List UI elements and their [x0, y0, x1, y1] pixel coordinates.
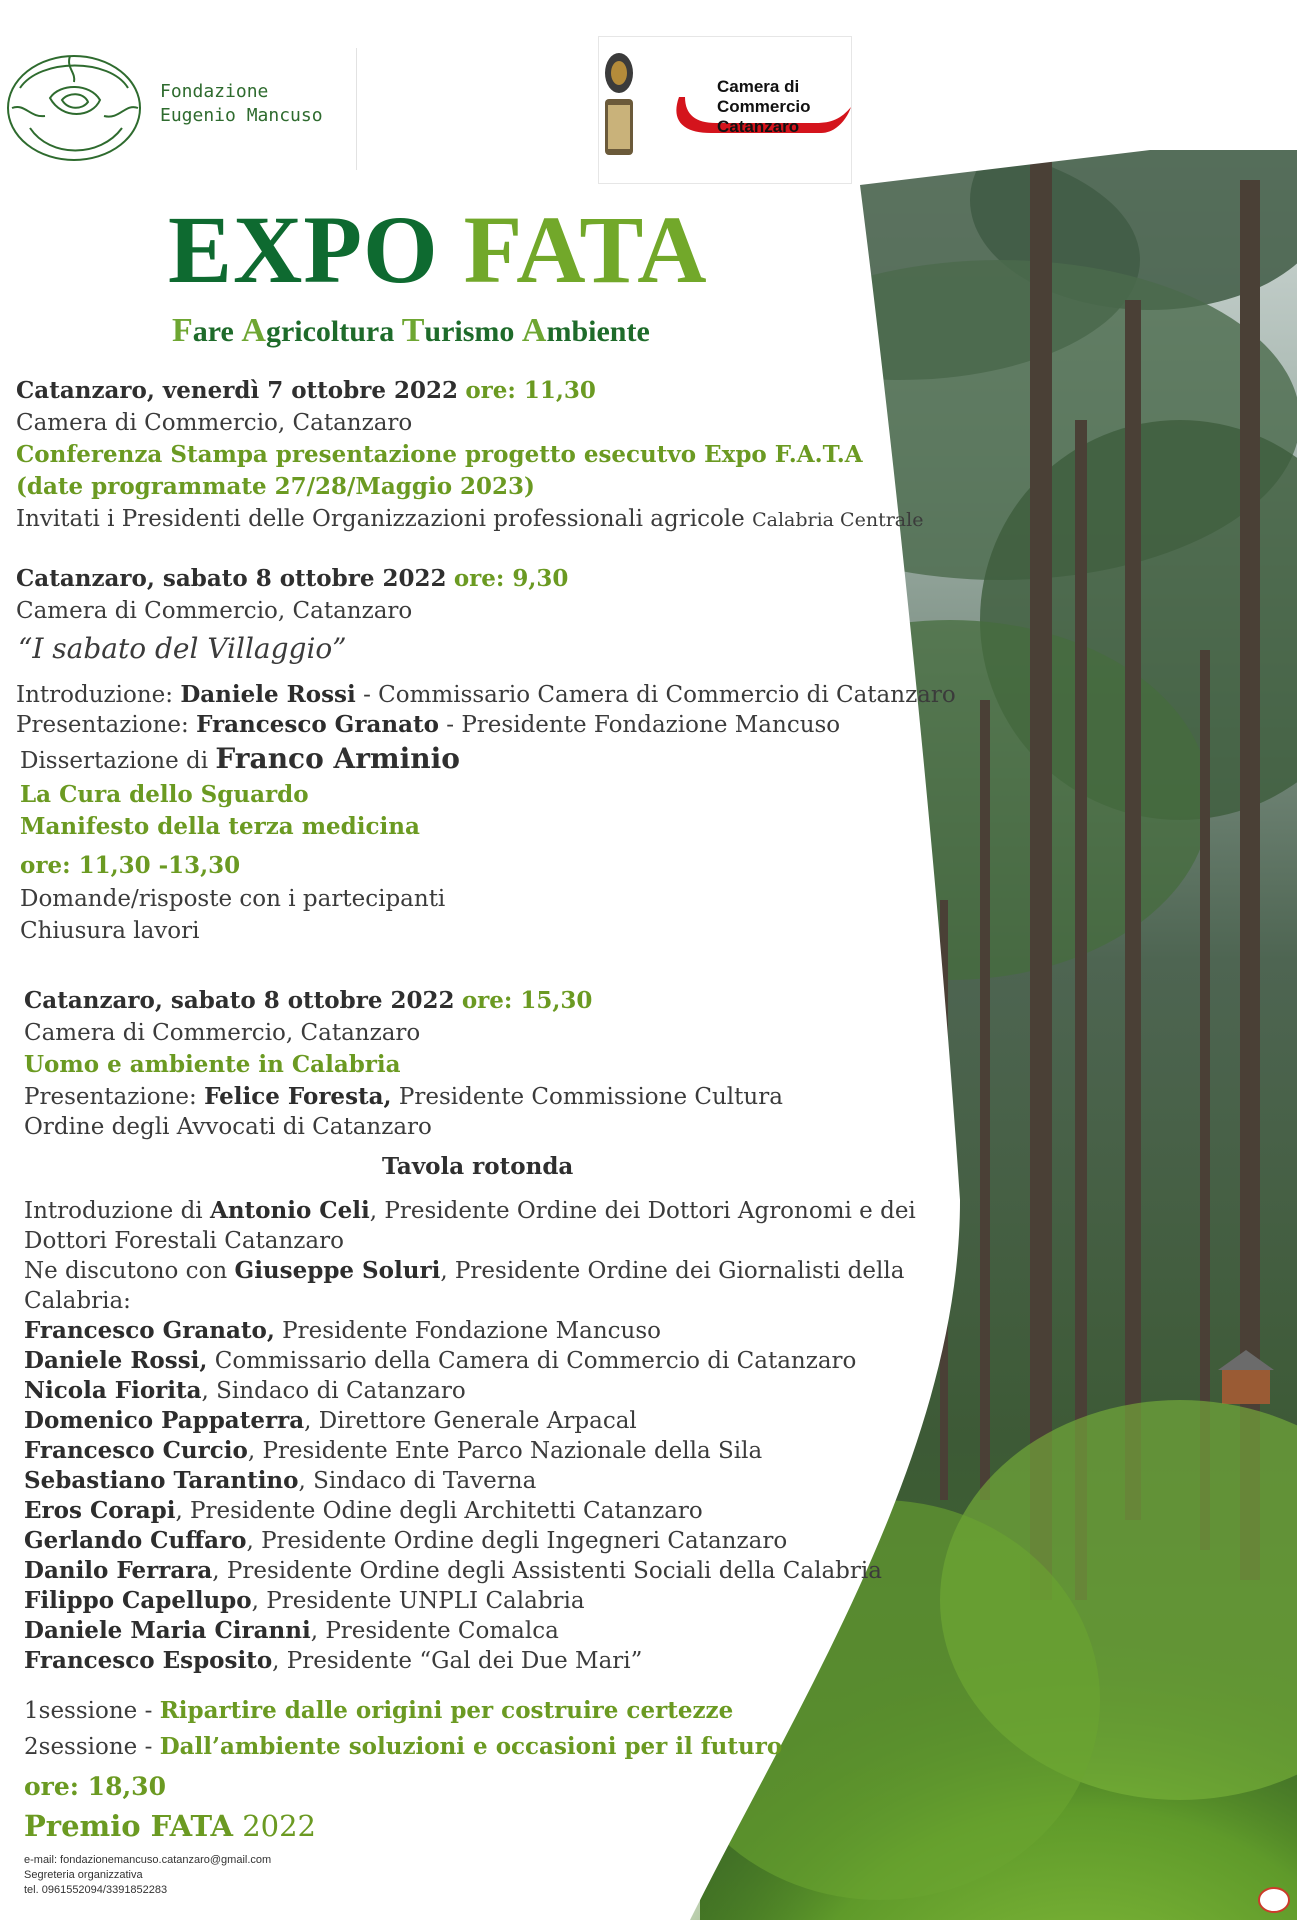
participant-name: Daniele Maria Ciranni: [24, 1617, 311, 1644]
footer-tel: tel. 0961552094/3391852283: [24, 1884, 168, 1896]
event3-headline: Uomo e ambiente in Calabria: [24, 1051, 401, 1078]
event1-invited: Invitati i Presidenti delle Organizzazioni professionali agricole: [16, 506, 745, 532]
event2-time2: ore: 11,30 -13,30: [20, 852, 241, 879]
round-table-intro-role2: Dottori Forestali Catanzaro: [24, 1228, 344, 1254]
diss-name: Franco Arminio: [215, 742, 460, 775]
rt-intro-name: Antonio Celi: [209, 1197, 370, 1224]
event1-date: Catanzaro, venerdì 7 ottobre 2022: [16, 377, 458, 404]
event2-close: Chiusura lavori: [20, 918, 200, 944]
participant-name: Sebastiano Tarantino: [24, 1467, 299, 1494]
participant-item: [24, 1586, 585, 1616]
participant-name: Domenico Pappaterra: [24, 1407, 305, 1434]
event1-invited-region: Calabria Centrale: [752, 509, 924, 531]
event2-date-line: [16, 564, 568, 594]
participant-role: , Presidente Odine degli Architetti Catanzaro: [175, 1498, 703, 1524]
participant-item: [24, 1556, 882, 1586]
participant-role: Commissario della Camera di Commercio di Catanzaro: [207, 1348, 857, 1374]
title-part1: EXPO: [168, 196, 439, 303]
participant-item: [24, 1376, 466, 1406]
subtitle-cap-a: A: [241, 312, 266, 349]
camera-commercio-logo: [598, 36, 852, 184]
session1-number: 1: [24, 1698, 39, 1724]
event1-time: ore: 11,30: [465, 377, 596, 404]
event2-book-title: La Cura dello Sguardo: [20, 781, 309, 808]
participant-item: [24, 1316, 661, 1346]
subtitle-cap-a2: A: [521, 312, 547, 349]
subtitle-word4: mbiente: [546, 315, 650, 348]
participant-role: , Presidente Ordine degli Ingegneri Catanzaro: [246, 1528, 788, 1554]
participant-item: [24, 1616, 559, 1646]
session2-line: [24, 1732, 782, 1762]
rt-intro-role: , Presidente Ordine dei Dottori Agronomi e dei: [369, 1198, 916, 1224]
event1-place: Camera di Commercio, Catanzaro: [16, 410, 413, 436]
event2-presentation: [16, 710, 840, 740]
participant-item: [24, 1346, 856, 1376]
participant-name: Eros Corapi: [24, 1497, 176, 1524]
participant-item: [24, 1436, 762, 1466]
footer-email: e-mail: fondazionemancuso.catanzaro@gmail.com: [24, 1854, 272, 1866]
event3-date-line: [24, 986, 592, 1016]
event1-headline: Conferenza Stampa presentazione progetto esecutvo Expo F.A.T.A: [16, 441, 863, 468]
participant-name: Daniele Rossi,: [24, 1347, 208, 1374]
participant-name: Gerlando Cuffaro: [24, 1527, 247, 1554]
round-table-discussion: [24, 1256, 904, 1286]
camera-line2: Catanzaro: [717, 117, 800, 136]
subtitle-word3: urismo: [424, 315, 522, 348]
fondazione-logo: [0, 48, 357, 170]
event-title: [168, 196, 708, 303]
pres3-role: Presidente Commissione Cultura: [398, 1084, 783, 1110]
round-table-intro: [24, 1196, 916, 1226]
pres3-label: Presentazione:: [24, 1084, 197, 1110]
event2-time: ore: 9,30: [453, 565, 569, 592]
participant-item: [24, 1496, 703, 1526]
event-subtitle: [172, 312, 650, 350]
pres-role: - Presidente Fondazione Mancuso: [446, 712, 841, 738]
intro-name: Daniele Rossi: [180, 681, 356, 708]
participant-role: , Sindaco di Taverna: [298, 1468, 537, 1494]
round-table-heading: Tavola rotonda: [382, 1153, 574, 1180]
participant-item: [24, 1646, 642, 1676]
session2-title: Dall’ambiente soluzioni e occasioni per il futuro: [159, 1733, 783, 1760]
event2-book-subtitle: Manifesto della terza medicina: [20, 813, 420, 840]
event3-presentation-role2: Ordine degli Avvocati di Catanzaro: [24, 1114, 432, 1140]
participant-role: Presidente Fondazione Mancuso: [274, 1318, 662, 1344]
participant-name: Francesco Granato,: [24, 1317, 275, 1344]
participant-item: [24, 1406, 637, 1436]
participant-role: , Presidente Ordine degli Assistenti Sociali della Calabria: [212, 1558, 882, 1584]
participant-name: Danilo Ferrara: [24, 1557, 213, 1584]
event1-date-line: [16, 376, 596, 406]
rt-disc-name: Giuseppe Soluri: [234, 1257, 441, 1284]
pres3-name: Felice Foresta,: [204, 1083, 392, 1110]
event3-time2: ore: 18,30: [24, 1772, 166, 1801]
award-year: 2022: [242, 1809, 317, 1843]
intro-role: - Commissario Camera di Commercio di Catanzaro: [363, 682, 956, 708]
event3-place: Camera di Commercio, Catanzaro: [24, 1020, 421, 1046]
event1-invited-line: [16, 504, 923, 535]
event2-intro: [16, 680, 956, 710]
title-part2: FATA: [463, 196, 708, 303]
pres-name: Francesco Granato: [196, 711, 439, 738]
event2-qa: Domande/risposte con i partecipanti: [20, 886, 446, 912]
rt-disc-role: , Presidente Ordine dei Giornalisti della: [440, 1258, 905, 1284]
diss-label: Dissertazione di: [20, 748, 209, 774]
award-title: Premio FATA: [24, 1809, 233, 1843]
participant-role: , Presidente UNPLI Calabria: [251, 1588, 585, 1614]
event2-place: Camera di Commercio, Catanzaro: [16, 598, 413, 624]
participant-role: , Presidente Ente Parco Nazionale della Sila: [247, 1438, 763, 1464]
award-line: [24, 1808, 316, 1844]
event3-presentation: [24, 1082, 783, 1112]
rt-intro-label: Introduzione di: [24, 1198, 203, 1224]
participant-role: , Direttore Generale Arpacal: [304, 1408, 637, 1434]
participant-name: Filippo Capellupo: [24, 1587, 252, 1614]
subtitle-word2: gricoltura: [265, 315, 402, 348]
session2-number: 2: [24, 1734, 39, 1760]
subtitle-cap-f: F: [172, 312, 193, 349]
session2-label: sessione -: [38, 1734, 153, 1760]
event1-dates-note: (date programmate 27/28/Maggio 2023): [16, 473, 535, 500]
participant-name: Francesco Curcio: [24, 1437, 248, 1464]
participant-role: , Presidente “Gal dei Due Mari”: [272, 1648, 643, 1674]
event2-quote: “I sabato del Villaggio”: [18, 632, 347, 665]
participant-role: , Presidente Comalca: [310, 1618, 559, 1644]
participant-item: [24, 1526, 787, 1556]
event3-time: ore: 15,30: [461, 987, 593, 1014]
subtitle-cap-t: T: [401, 312, 425, 349]
event2-date: Catanzaro, sabato 8 ottobre 2022: [16, 565, 447, 592]
footer-secretary: Segreteria organizzativa: [24, 1869, 143, 1881]
participant-name: Francesco Esposito: [24, 1647, 273, 1674]
fondazione-line2: Eugenio Mancuso: [160, 105, 323, 126]
rose-icon: [0, 48, 150, 170]
event3-date: Catanzaro, sabato 8 ottobre 2022: [24, 987, 455, 1014]
participant-item: [24, 1466, 536, 1496]
subtitle-word1: are: [192, 315, 242, 348]
participant-role: , Sindaco di Catanzaro: [201, 1378, 466, 1404]
session1-label: sessione -: [38, 1698, 153, 1724]
rt-disc-label: Ne discutono con: [24, 1258, 228, 1284]
crest-icon: [601, 47, 637, 167]
session1-line: [24, 1696, 733, 1726]
event2-dissertation: [20, 744, 460, 776]
pres-label: Presentazione:: [16, 712, 189, 738]
stamp-icon: [1257, 1886, 1291, 1914]
camera-line1: Camera di Commercio: [717, 77, 811, 116]
fondazione-line1: Fondazione: [160, 81, 269, 102]
intro-label: Introduzione:: [16, 682, 174, 708]
participant-name: Nicola Fiorita: [24, 1377, 202, 1404]
round-table-discussion-role2: Calabria:: [24, 1288, 131, 1314]
session1-title: Ripartire dalle origini per costruire certezze: [159, 1697, 734, 1724]
